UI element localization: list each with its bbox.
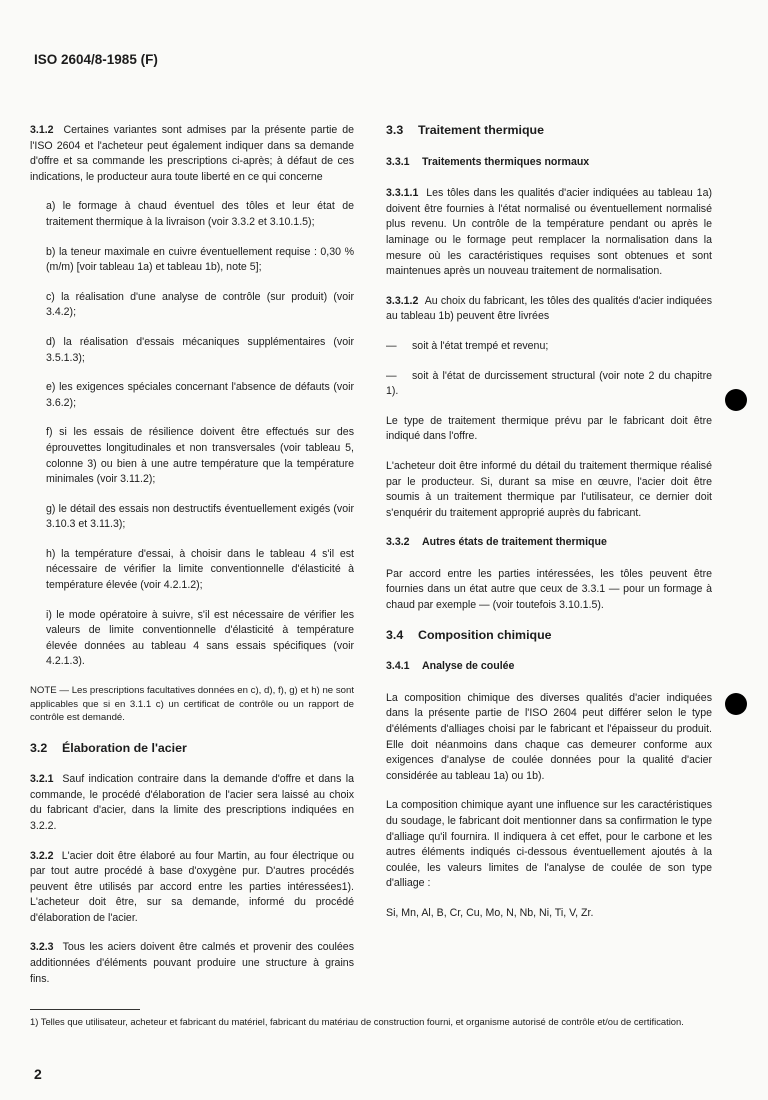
element-list: Si, Mn, Al, B, Cr, Cu, Mo, N, Nb, Ni, Ti, V, Zr. xyxy=(386,906,594,919)
list-item: d) la réalisation d'essais mécaniques supplémentaires (voir 3.5.1.3); xyxy=(46,335,354,364)
list-item: — soit à l'état trempé et revenu; xyxy=(386,339,549,352)
right-column xyxy=(386,123,712,936)
section-heading-3-3: 3.3 Traitement thermique xyxy=(386,123,544,137)
subsection-heading-3-3-2: 3.3.2 Autres états de traitement thermique xyxy=(386,536,607,549)
margin-dot xyxy=(725,693,747,715)
margin-dot xyxy=(725,389,747,411)
clause-3-3-1-1: 3.3.1.1 Les tôles dans les qualités d'acier indiquées au tableau 1a) doivent être fournies à l'état normalisé ou éventuellement normalisé plus revenu. Un contrôle de la température pendant ou après le laminage ou le formage peut remplacer la normalisation dans la mesure où les caractéristiques requises sont obtenues et sont maintenues après un nouveau traitement de normalisation. xyxy=(386,187,712,278)
list-item: h) la température d'essai, à choisir dans le tableau 4 s'il est nécessaire de vérifier la limite conventionnelle d'élasticité à température élevée (voir 4.2.1.2); xyxy=(46,547,354,592)
page-number: 2 xyxy=(34,1066,42,1082)
clause-3-2-2: 3.2.2 L'acier doit être élaboré au four Martin, au four électrique ou par tout autre procédé à base d'oxygène pur. D'autres procédés peuvent être utilisés par accord entre les parties intéressées1). L'acheteur doit être, sur sa demande, informé du procédé d'élaboration de l'acier. xyxy=(30,849,354,924)
list-item: f) si les essais de résilience doivent être effectués sur des éprouvettes longitudinales et non transversales (voir tableau 5, colonne 3) ou bien à une autre température que la température minimales (voir 3.11.2); xyxy=(46,426,354,486)
list-item: g) le détail des essais non destructifs éventuellement exigés (voir 3.10.3 et 3.11.3); xyxy=(46,502,354,531)
list-item: c) la réalisation d'une analyse de contrôle (sur produit) (voir 3.4.2); xyxy=(46,290,354,319)
list-item: a) le formage à chaud éventuel des tôles et leur état de traitement thermique à la livraison (voir 3.3.2 et 3.10.1.5); xyxy=(46,200,354,228)
paragraph: Par accord entre les parties intéressées, les tôles peuvent être fournies dans un état autre que ceux de 3.3.1 — pour un formage à chaud par exemple — (voir toutefois 3.10.1.5). xyxy=(386,567,712,612)
paragraph: La composition chimique ayant une influence sur les caractéristiques du soudage, le fabricant doit mentionner dans sa confirmation le type d'alliage qu'il fournira. Il indiquera à cet effet, pour le carbone et les autres éléments indiqués ci-dessous éventuellement ajoutés à la coulée, les valeurs limites de l'analyse de coulée de son type d'alliage : xyxy=(386,799,712,890)
clause-3-2-1: 3.2.1 Sauf indication contraire dans la demande d'offre et dans la commande, le procédé d'élaboration de l'acier sera laissé au choix du fabricant d'acier, dans la limite des prescriptions indiquées en 3.2.2. xyxy=(30,773,355,832)
paragraph: L'acheteur doit être informé du détail du traitement thermique réalisé par le producteur. Si, durant sa mise en œuvre, l'acier doit être soumis à un traitement thermique par l'utilisateur, ce dernier doit s'enquérir du traitement approprié auprès du fabricant. xyxy=(386,459,712,519)
list-item: — soit à l'état de durcissement structural (voir note 2 du chapitre 1). xyxy=(386,369,712,398)
note: NOTE — Les prescriptions facultatives données en c), d), f), g) et h) ne sont applicables que si en 3.1.1 c) un certificat de contrôle ou un rapport de contrôle est demandé. xyxy=(30,685,354,724)
footnote-rule xyxy=(30,1009,140,1010)
footnote: 1) Telles que utilisateur, acheteur et fabricant du matériel, fabricant du matériau de construction fourni, et organisme autorisé de contrôle et/ou de certification. xyxy=(30,1016,684,1027)
paragraph: La composition chimique des diverses qualités d'acier indiquées dans la présente partie de l'ISO 2604 peut différer selon le type d'éléments d'alliages choisi par le fabricant et l'épaisseur du produit. Elle doit néanmoins dans chaque cas demeurer conforme aux exigences d'analyse de coulée données pour la qualité d'acier considérée au tableau 1a) ou 1b). xyxy=(386,691,712,782)
clause-3-1-2: 3.1.2 Certaines variantes sont admises par la présente partie de l'ISO 2604 et l'acheteur peut également indiquer dans sa demande d'offre et sa commande les prescriptions ci-après; à défaut de ces indications, le producteur aura toute liberté en ce qui concerne xyxy=(30,124,354,183)
section-heading-3-4: 3.4 Composition chimique xyxy=(386,627,552,642)
list-item: e) les exigences spéciales concernant l'absence de défauts (voir 3.6.2); xyxy=(46,381,354,409)
clause-3-2-3: 3.2.3 Tous les aciers doivent être calmés et provenir des coulées additionnées d'éléments pouvant produire une structure à grains fins. xyxy=(30,941,354,985)
list-item: b) la teneur maximale en cuivre éventuellement requise : 0,30 % (m/m) [voir tableau 1a) et tableau 1b), note 5]; xyxy=(46,245,354,274)
subsection-heading-3-4-1: 3.4.1 Analyse de coulée xyxy=(386,660,515,673)
document-header: ISO 2604/8-1985 (F) xyxy=(34,52,158,67)
clause-3-3-1-2: 3.3.1.2 Au choix du fabricant, les tôles des qualités d'acier indiquées au tableau 1b) peuvent être livrées xyxy=(386,294,712,323)
section-heading-3-2: 3.2 Élaboration de l'acier xyxy=(30,740,187,755)
paragraph: Le type de traitement thermique prévu par le fabricant doit être indiqué dans l'offre. xyxy=(386,414,712,443)
subsection-heading-3-3-1: 3.3.1 Traitements thermiques normaux xyxy=(386,155,590,168)
list-item: i) le mode opératoire à suivre, s'il est nécessaire de vérifier les valeurs de limite conventionnelle d'élasticité à température élevée données au tableau 4 sans essais spécifiques (voir 4.2.1.3). xyxy=(46,608,354,668)
left-column xyxy=(30,123,354,1001)
